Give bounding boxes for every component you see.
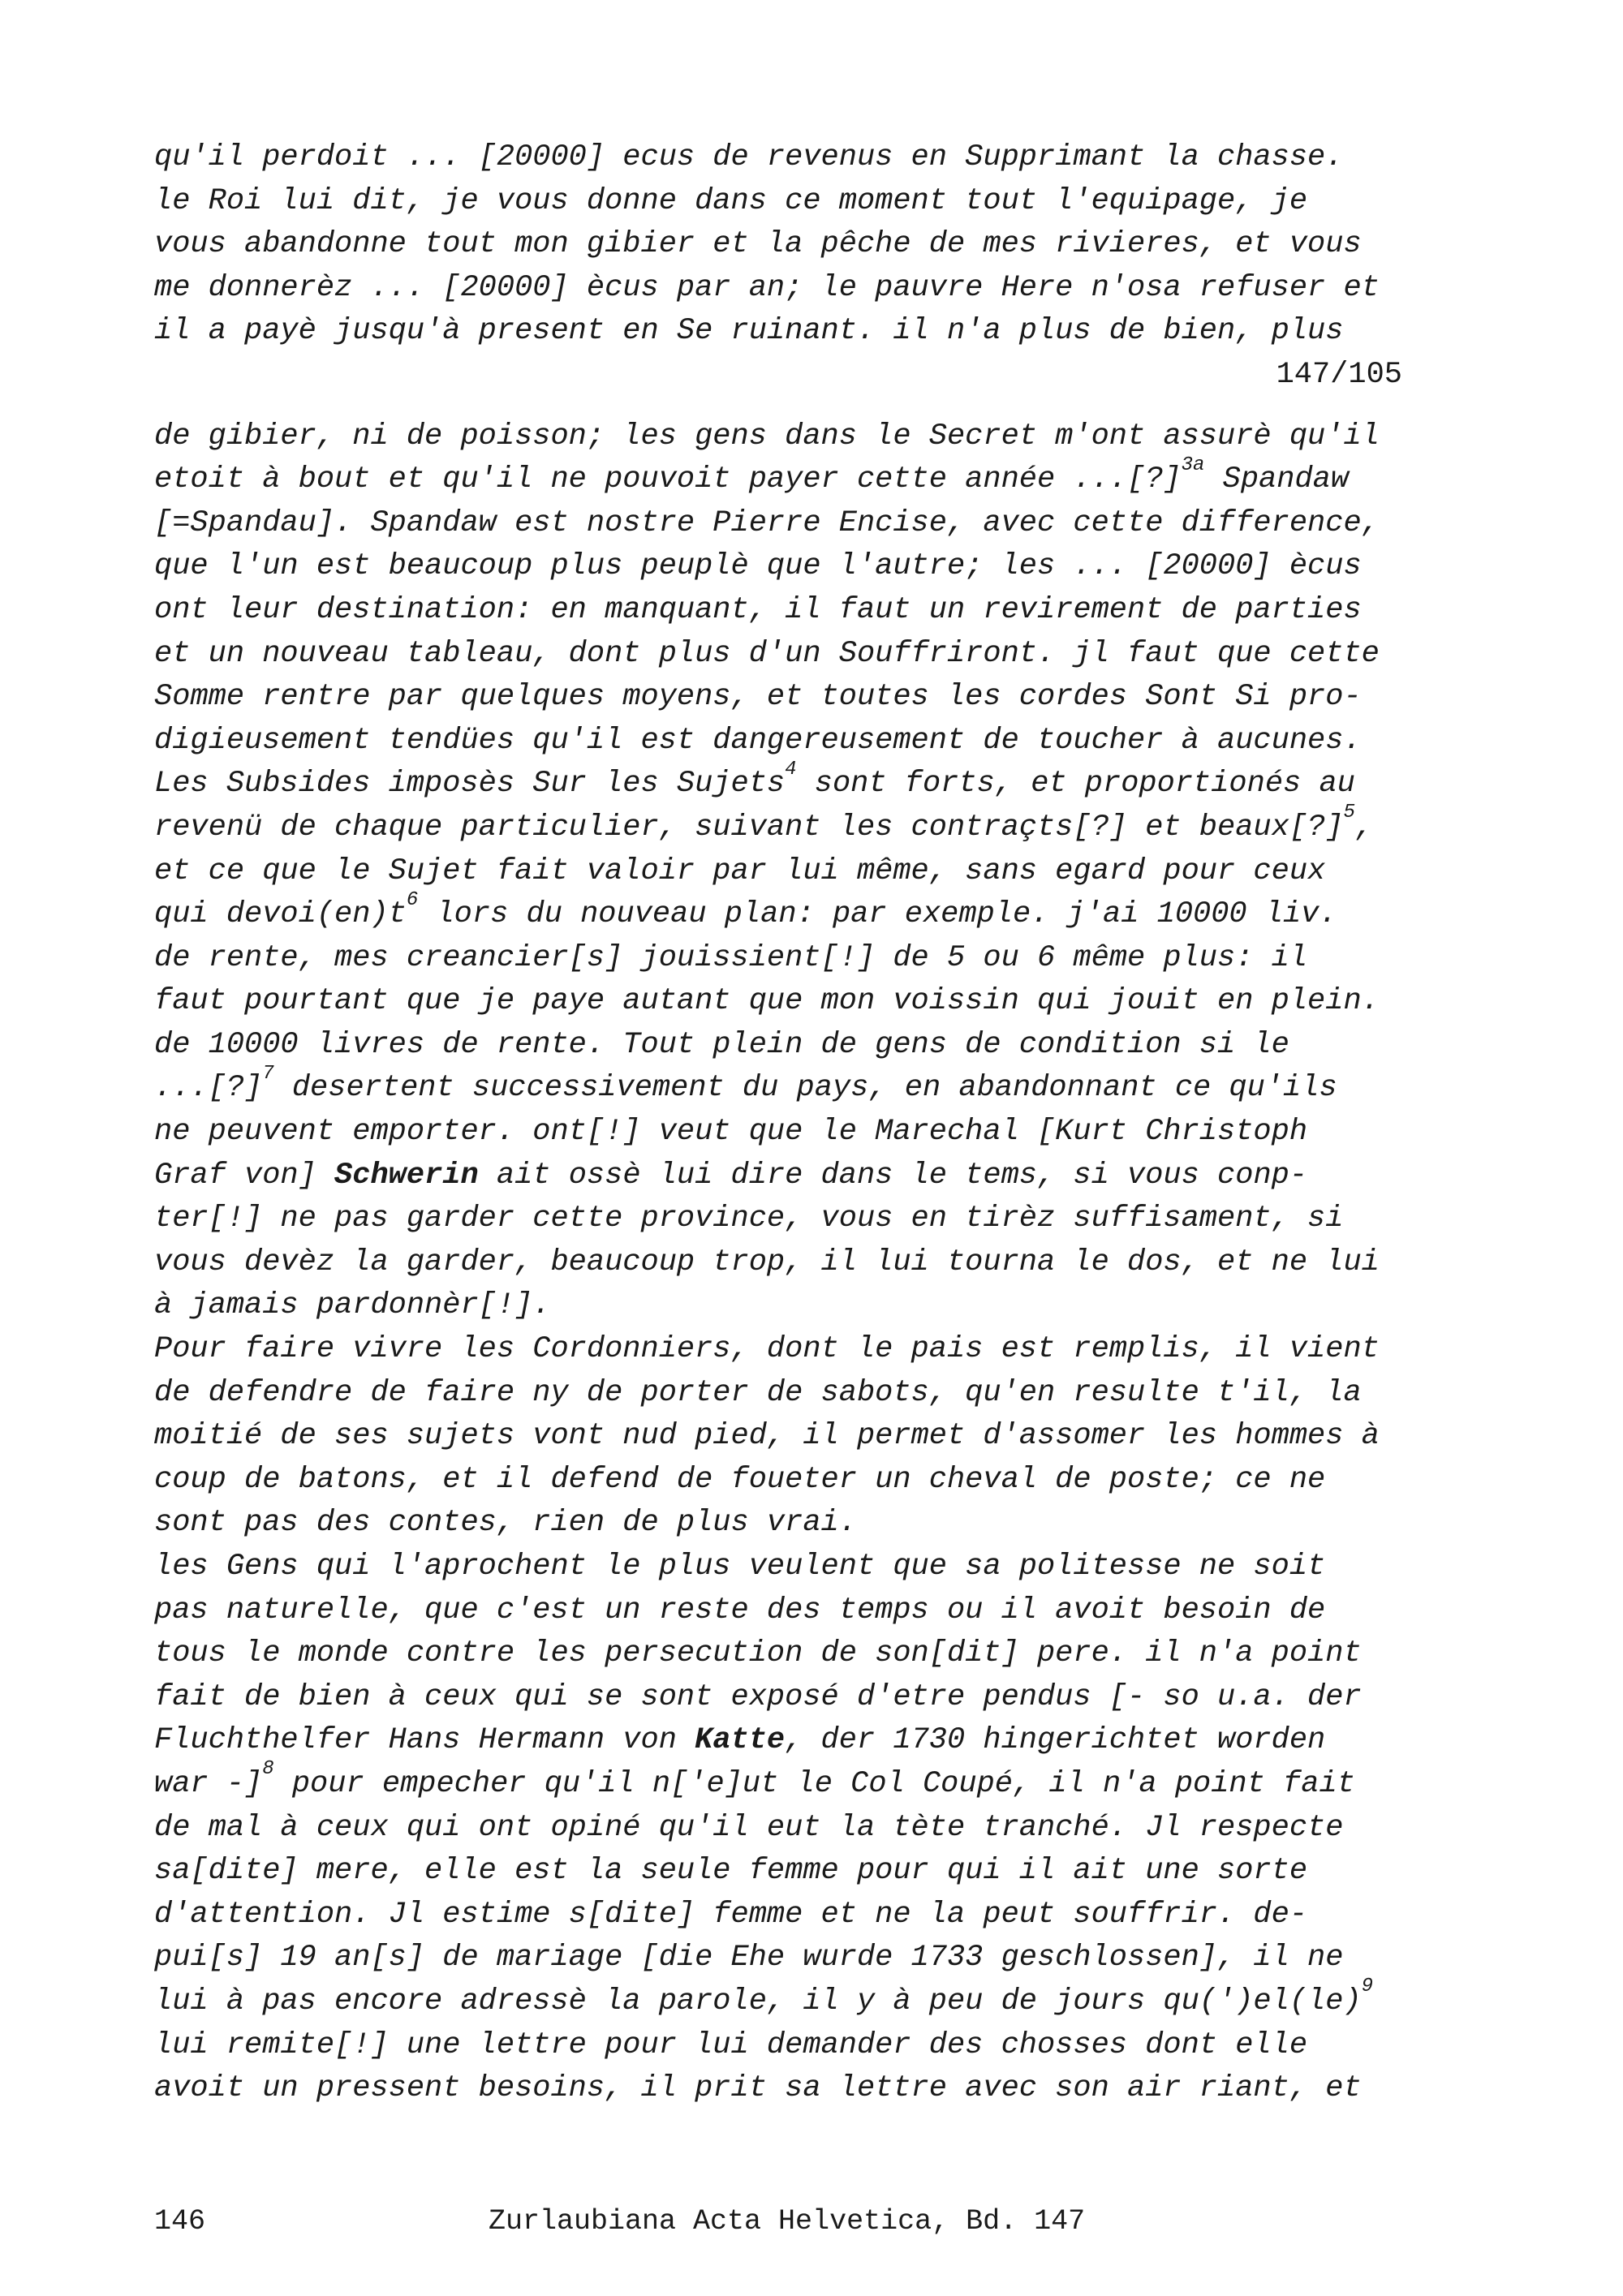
- name-highlight: Katte: [695, 1723, 786, 1758]
- text-line: les Gens qui l'aprochent le plus veulent que sa politesse ne soit: [154, 1550, 1326, 1584]
- footnote-marker: 7: [262, 1062, 274, 1085]
- text-line: qui $devoi(en)t^6$ lors du nouveau plan: par exemple. j'ai 10000 liv.: [154, 888, 1337, 932]
- text-line: de mal à ceux qui ont opiné qu'il eut la tète tranché. Jl respecte: [154, 1810, 1344, 1845]
- text-line: moitié de ses sujets vont nud pied, il permet d'assomer les hommes à: [154, 1419, 1380, 1454]
- text-line: digieusement tendües qu'il est dangereusement de toucher à aucunes.: [154, 723, 1362, 758]
- text-line: de 10000 livres de rente. Tout plein de gens de condition si le: [154, 1027, 1289, 1062]
- text-line: il a payè jusqu'à present en Se ruinant. il n'a plus de bien, plus: [154, 314, 1344, 349]
- page-number: 146: [154, 2205, 206, 2238]
- text-line: war -]$^8$ pour empecher qu'il n['e]ut le Col Coupé, il n'a point fait: [154, 1758, 1355, 1801]
- text-line: sa[dite] mere, elle est la seule femme pour qui il ait une sorte: [154, 1854, 1308, 1889]
- text-line: coup de batons, et il defend de foueter un cheval de poste; ce ne: [154, 1462, 1326, 1497]
- footnote-marker: 8: [262, 1758, 274, 1781]
- text-line: vous devèz la garder, beaucoup trop, il lui tourna le dos, et ne lui: [154, 1245, 1380, 1279]
- text-line: pas naturelle, que c'est un reste des temps ou il avoit besoin de: [154, 1593, 1326, 1627]
- text-line: et ce que le Sujet fait valoir par lui même, sans egard pour ceux: [154, 853, 1326, 888]
- footnote-marker: 4: [785, 758, 797, 780]
- text-line: lui à pas encore adressè la parole, il y à peu de jours qu(')el(le)$^9$: [154, 1976, 1374, 2019]
- text-line: Somme rentre par quelques moyens, et toutes les cordes Sont Si pro-: [154, 680, 1362, 715]
- text-line: etoit à bout et qu'il ne pouvoit payer cette année ...[?]$^{3a}$ Spandaw: [154, 454, 1350, 497]
- text-line: le Roi lui dit, je vous donne dans ce moment tout l'equipage, je: [154, 183, 1308, 218]
- footnote-marker: 6: [406, 888, 419, 911]
- text-line: de rente, mes creancier[s] jouissient[!] de 5 ou 6 même plus: il: [154, 940, 1308, 975]
- text-line: que l'un est beaucoup plus peuplè que l'autre; les ... [20000] ècus: [154, 549, 1362, 584]
- text-line: pui[s] 19 an[s] de mariage [die Ehe wurde 1733 geschlossen], il ne: [154, 1941, 1344, 1976]
- main-text: [154, 136, 1404, 2111]
- text-line: vous abandonne tout mon gibier et la pêche de mes rivieres, et vous: [154, 227, 1362, 262]
- text-line: avoit un pressent besoins, il prit sa lettre avec son air riant, et: [154, 2071, 1362, 2106]
- text-line: ne peuvent emporter. ont[!] veut que le Marechal [Kurt Christoph: [154, 1115, 1308, 1150]
- paragraph-gap: [154, 398, 1404, 415]
- text-line: de gibier, ni de poisson; les gens dans le Secret m'ont assurè qu'il: [154, 419, 1380, 454]
- page-reference: 147/105: [1276, 357, 1402, 392]
- text-line: qu'il perdoit ... [20000] ecus de revenus en Supprimant la chasse.: [154, 140, 1344, 174]
- text-line: lui remite[!] une lettre pour lui demander des chosses dont elle: [154, 2027, 1308, 2062]
- text-line: me donnerèz ... [20000] ècus par an; le pauvre Here n'osa refuser et: [154, 270, 1380, 305]
- footnote-marker: 9: [1361, 1976, 1374, 1998]
- text-line: ter[!] ne pas garder cette province, vous en tirèz suffisament, si: [154, 1202, 1344, 1236]
- text-line: sont pas des contes, rien de plus vrai.: [154, 1506, 857, 1541]
- text-line: Pour faire vivre les Cordonniers, dont le pais est remplis, il vient: [154, 1332, 1380, 1367]
- text-line: à jamais pardonnèr[!].: [154, 1288, 551, 1323]
- text-line: Graf von] Schwerin ait ossè lui dire dans le tems, si vous conp-: [154, 1158, 1308, 1193]
- name-highlight: Schwerin: [334, 1158, 479, 1193]
- text-line: Fluchthelfer Hans Hermann von Katte, der 1730 hingerichtet worden: [154, 1723, 1326, 1758]
- text-line: tous le monde contre les persecution de son[dit] pere. il n'a point: [154, 1636, 1362, 1671]
- text-line: ont leur destination: en manquant, il faut un revirement de parties: [154, 592, 1362, 627]
- footnote-marker: 5: [1343, 802, 1355, 824]
- text-line: ...[?]$^7$ desertent successivement du pays, en abandonnant ce qu'ils: [154, 1062, 1337, 1106]
- text-line: fait de bien à ceux qui se sont exposé d'etre pendus [- so u.a. der: [154, 1679, 1362, 1714]
- text-line: de defendre de faire ny de porter de sabots, qu'en resulte t'il, la: [154, 1375, 1362, 1410]
- footnote-marker: 3a: [1181, 454, 1205, 476]
- text-line: faut pourtant que je paye autant que mon voissin qui jouit en plein.: [154, 984, 1380, 1019]
- text-line: Les Subsides imposès Sur les Sujets$^4$ sont forts, et proportionés au: [154, 758, 1355, 802]
- running-footer: Zurlaubiana Acta Helvetica, Bd. 147: [489, 2205, 1086, 2238]
- text-line: et un nouveau tableau, dont plus d'un Souffriront. jl faut que cette: [154, 636, 1380, 671]
- text-line: revenü de chaque particulier, suivant les contraçts[?] et beaux[?]$^5$,: [154, 802, 1374, 845]
- text-line: d'attention. Jl estime s[dite] femme et ne la peut souffrir. de-: [154, 1897, 1308, 1932]
- text-line: [=Spandau]. Spandaw est nostre Pierre Encise, avec cette difference,: [154, 505, 1380, 540]
